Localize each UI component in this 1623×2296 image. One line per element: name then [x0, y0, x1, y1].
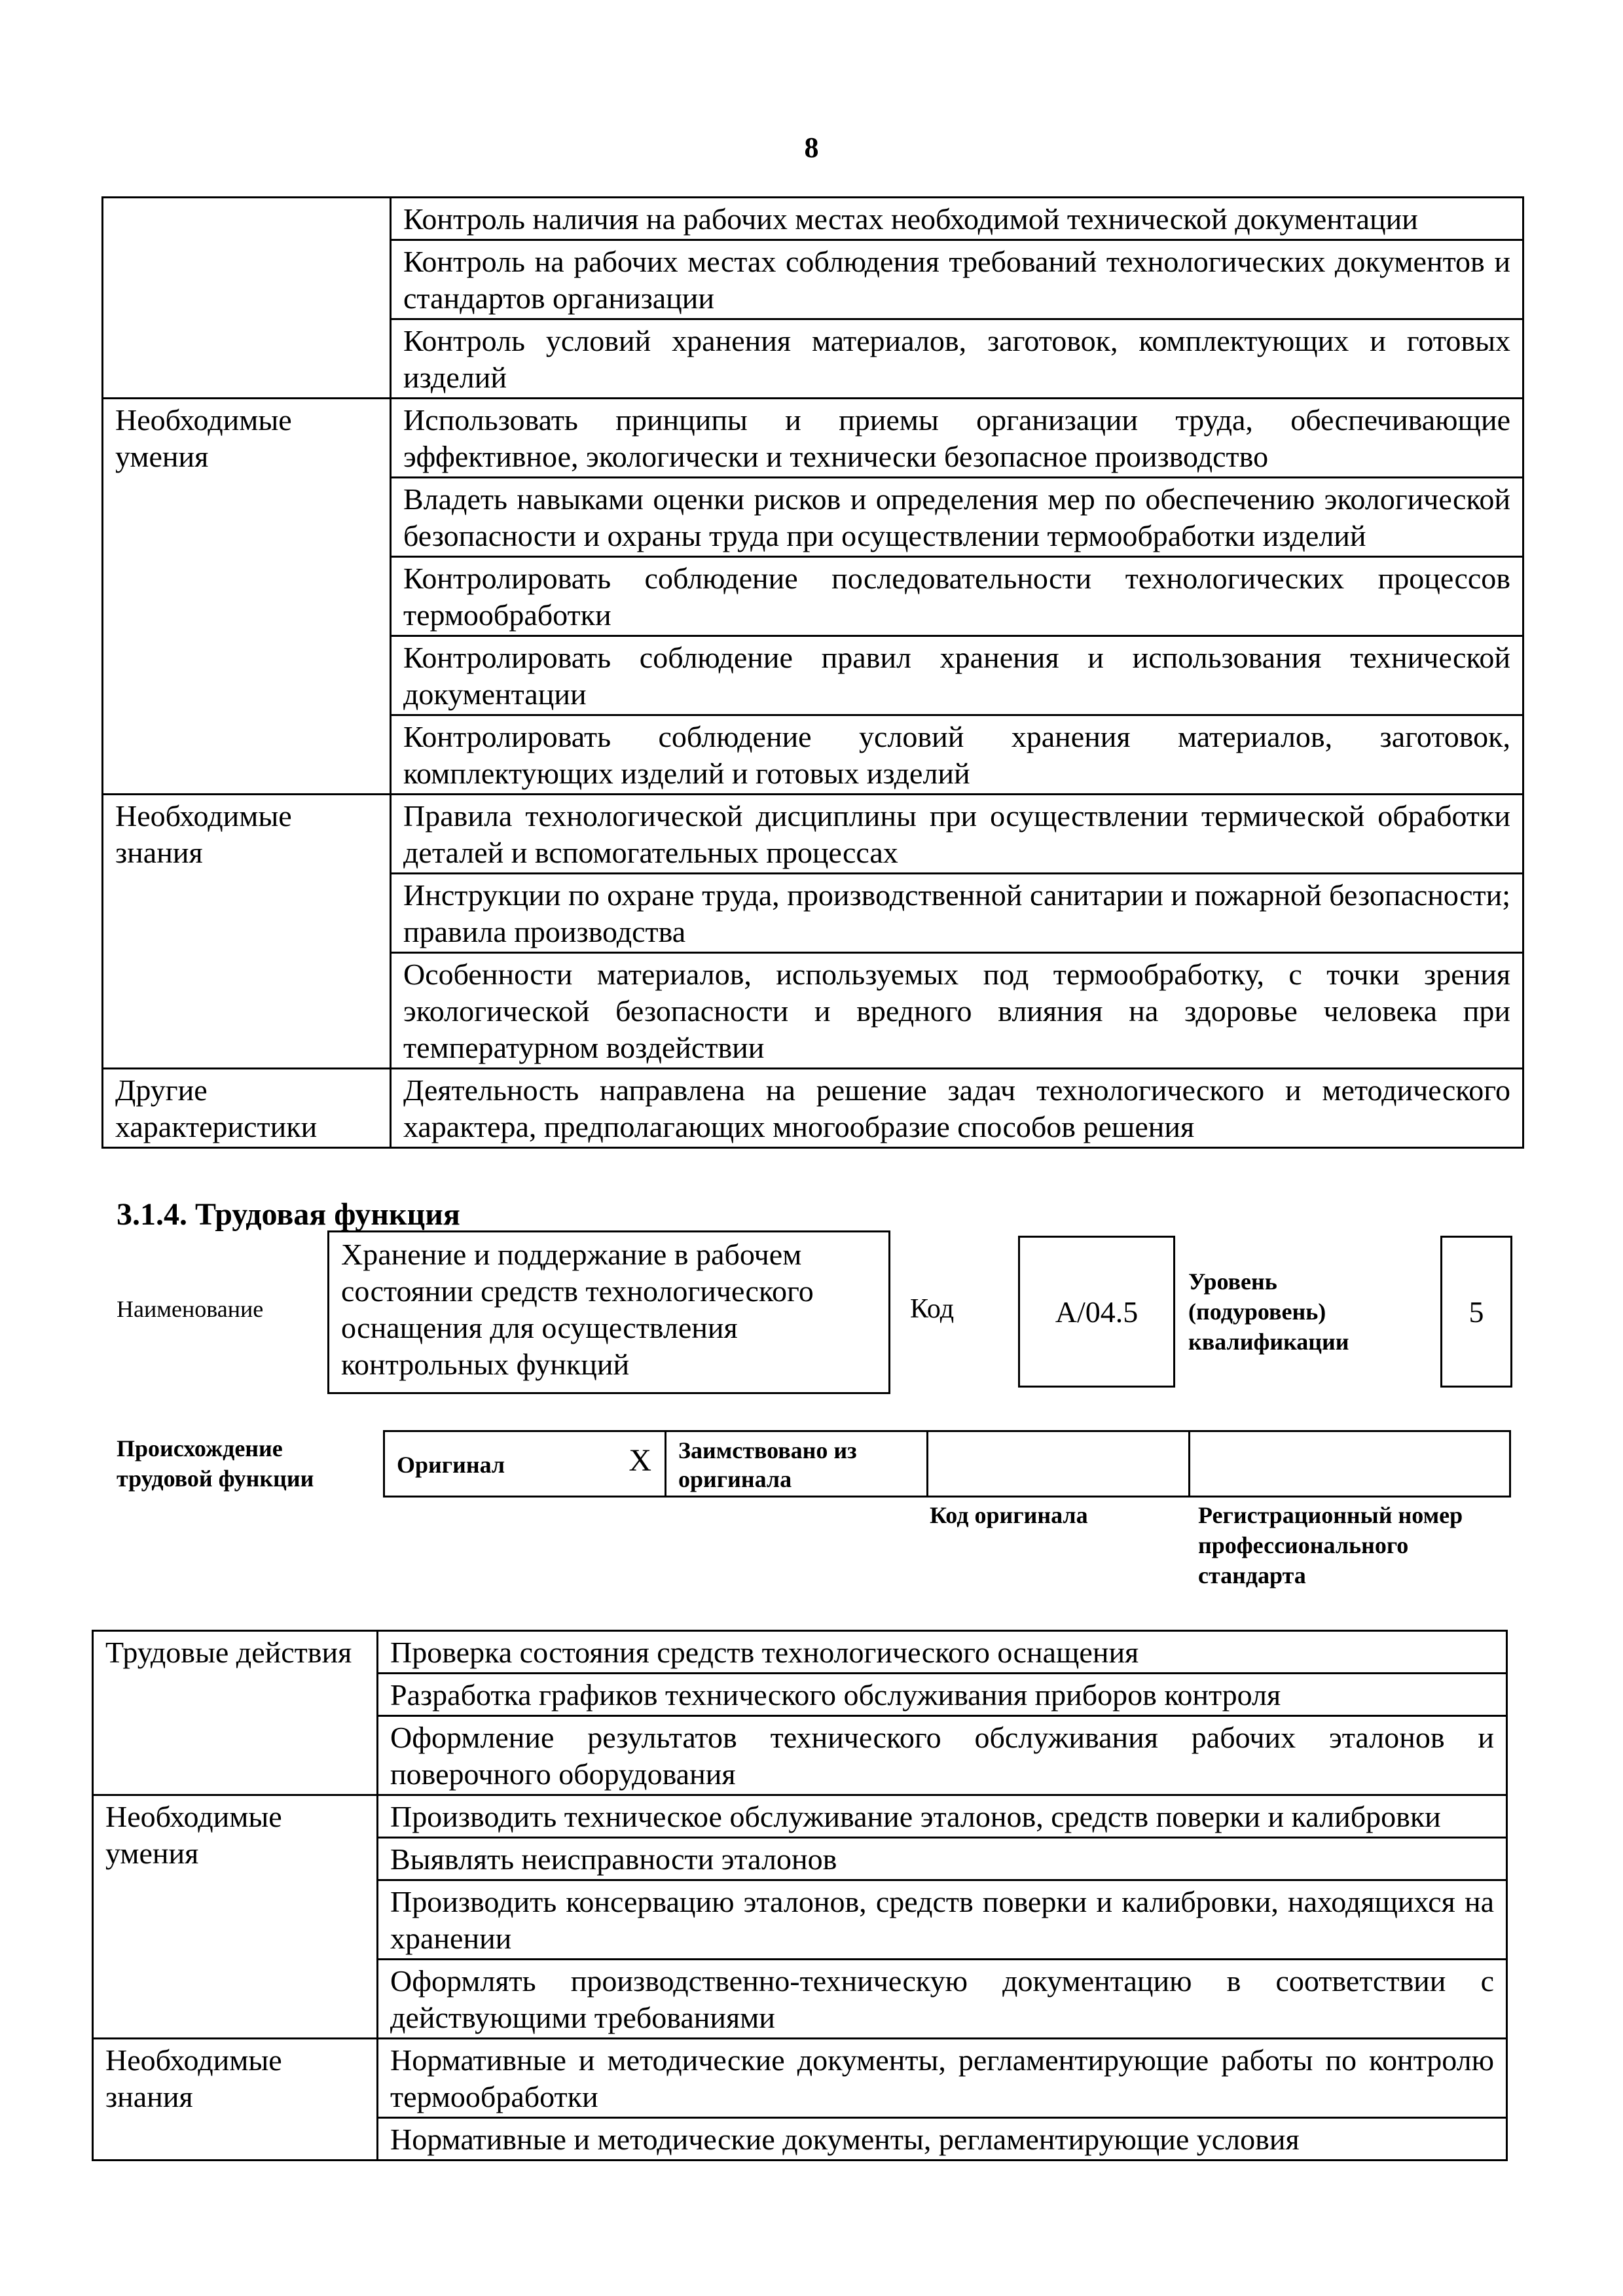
table-row: [103, 1069, 1523, 1148]
table-row: [93, 1795, 1507, 1838]
row-label: Необходимые умения: [93, 1795, 378, 2039]
table-cell: Контроль условий хранения материалов, заготовок, комплектующих и готовых изделий: [391, 319, 1523, 399]
table-row: [103, 198, 1523, 240]
table-row: [384, 1431, 1510, 1497]
code-value: A/04.5: [1055, 1295, 1139, 1329]
table-cell: Контролировать соблюдение последовательности технологических процессов термообработки: [391, 557, 1523, 636]
table-cell: Правила технологической дисциплины при осуществлении термической обработки деталей и вспомогательных процессах: [391, 795, 1523, 874]
table-cell: Инструкции по охране труда, производственной санитарии и пожарной безопасности; правила производства: [391, 874, 1523, 953]
table-cell: Оформление результатов технического обслуживания рабочих эталонов и поверочного оборудования: [378, 1716, 1507, 1795]
row-label: Необходимые знания: [93, 2039, 378, 2161]
table-cell: Нормативные и методические документы, регламентирующие работы по контролю термообработки: [378, 2039, 1507, 2118]
table-cell: Производить техническое обслуживание эталонов, средств поверки и калибровки: [378, 1795, 1507, 1838]
table-cell: Производить консервацию эталонов, средств поверки и калибровки, находящихся на хранении: [378, 1880, 1507, 1960]
level-label-text: Уровень (подуровень) квалификации: [1188, 1268, 1349, 1355]
origin-mark: X: [629, 1443, 651, 1478]
origin-reg-caption-text: Регистрационный номер профессионального стандарта: [1198, 1502, 1463, 1588]
functions-table-2: [92, 1630, 1508, 2161]
origin-table: [383, 1430, 1511, 1498]
code-label-text: Код: [910, 1294, 955, 1324]
name-label: [117, 1283, 263, 1335]
table-row: [93, 1631, 1507, 1674]
origin-borrowed: Заимствовано из оригинала: [678, 1437, 857, 1492]
table-cell: Разработка графиков технического обслуживания приборов контроля: [378, 1674, 1507, 1716]
function-name: Хранение и поддержание в рабочем состоянии средств технологического оснащения для осуществления контрольных функций: [341, 1238, 814, 1381]
origin-reg-cell: [1190, 1431, 1510, 1497]
origin-original: Оригинал: [397, 1451, 505, 1478]
origin-borrowed-cell: [666, 1431, 928, 1497]
table-row: [93, 2039, 1507, 2118]
row-label: [103, 198, 391, 399]
functions-table-1: [101, 196, 1524, 1149]
origin-reg-caption: [1198, 1500, 1512, 1590]
section-title: 3.1.4. Трудовая функция: [117, 1197, 460, 1232]
origin-original-cell: [384, 1431, 666, 1497]
origin-code-caption-text: Код оригинала: [930, 1502, 1088, 1528]
code-value-box: [1018, 1236, 1175, 1388]
row-label: Необходимые знания: [103, 795, 391, 1069]
table-cell: Контроль наличия на рабочих местах необходимой технической документации: [391, 198, 1523, 240]
level-value: 5: [1468, 1295, 1484, 1329]
level-label: [1188, 1266, 1398, 1357]
row-label: Необходимые умения: [103, 399, 391, 795]
code-label: [910, 1283, 954, 1335]
level-value-box: [1440, 1236, 1512, 1388]
table-cell: Нормативные и методические документы, регламентирующие условия: [378, 2118, 1507, 2161]
table-row: [103, 795, 1523, 874]
table-cell: Контролировать соблюдение правил хранения и использования технической документации: [391, 636, 1523, 715]
function-name-box: [327, 1230, 890, 1394]
table-cell: Контролировать соблюдение условий хранения материалов, заготовок, комплектующих изделий и готовых изделий: [391, 715, 1523, 795]
table-cell: Оформлять производственно-техническую документацию в соответствии с действующими требованиями: [378, 1960, 1507, 2039]
name-label-text: Наименование: [117, 1296, 264, 1322]
table-cell: Деятельность направлена на решение задач технологического и методического характера, предполагающих многообразие способов решения: [391, 1069, 1523, 1148]
origin-label: [117, 1433, 352, 1494]
row-label: Трудовые действия: [93, 1631, 378, 1795]
table-cell: Особенности материалов, используемых под термообработку, с точки зрения экологической безопасности и вредного влияния на здоровье человека при температурном воздействии: [391, 953, 1523, 1069]
table-row: [103, 399, 1523, 478]
table-cell: Использовать принципы и приемы организации труда, обеспечивающие эффективное, экологически и технически безопасное производство: [391, 399, 1523, 478]
page-number: 8: [804, 132, 819, 164]
table-cell: Проверка состояния средств технологического оснащения: [378, 1631, 1507, 1674]
origin-code-cell: [928, 1431, 1190, 1497]
origin-code-caption: [930, 1500, 1192, 1530]
row-label: Другие характеристики: [103, 1069, 391, 1148]
table-cell: Выявлять неисправности эталонов: [378, 1838, 1507, 1880]
table-cell: Контроль на рабочих местах соблюдения требований технологических документов и стандартов организации: [391, 240, 1523, 319]
origin-label-text: Происхождение трудовой функции: [117, 1435, 314, 1492]
table-cell: Владеть навыками оценки рисков и определения мер по обеспечению экологической безопасности и охраны труда при осуществлении термообработки изделий: [391, 478, 1523, 557]
